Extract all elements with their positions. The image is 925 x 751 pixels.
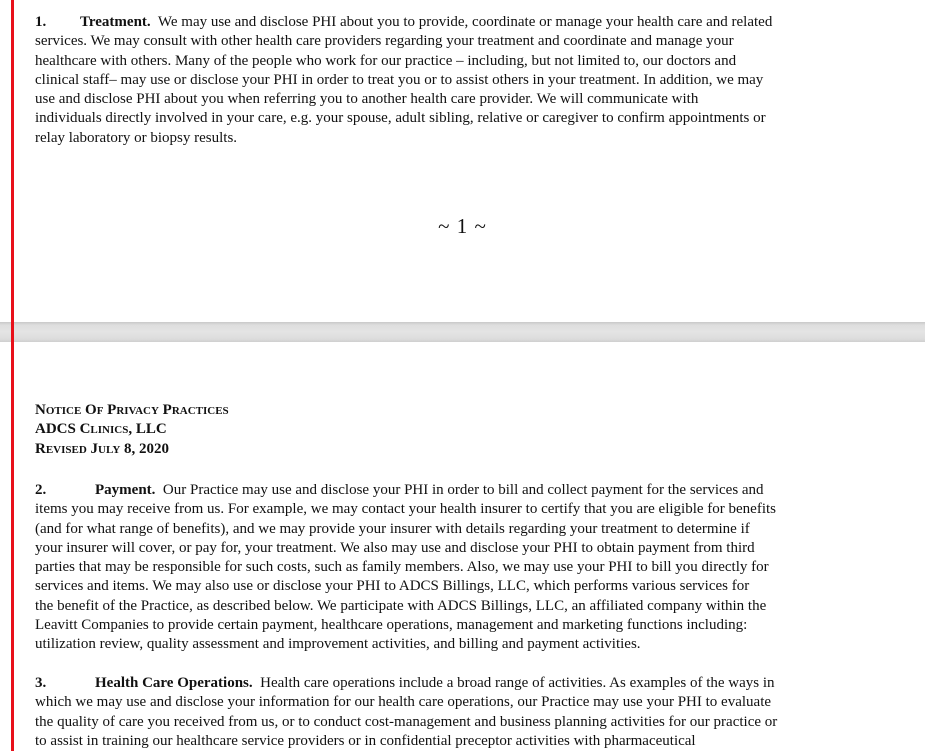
item-heading-treatment: Treatment. [80,14,151,30]
page-number: ~ 1 ~ [438,214,487,238]
item-heading-payment: Payment. [95,482,156,498]
paragraph-payment: 2. Payment. Our Practice may use and disclose your PHI in order to bill and collect payment for the services and items you may receive from us. For example, we may contact your health insurer to certify that you are eligible for benefits (and for what range of benefits), and we may provide your insurer with details regarding your treatment to determine if your insurer will cover, or pay for, your treatment. We also may use and disclose your PHI to obtain payment from third parties that may be responsible for such costs, such as family members. Also, we may use your PHI to bill you directly for services and items. We may also use or disclose your PHI to ADCS Billings, LLC, which performs various services for the benefit of the Practice, as described below. We participate with ADCS Billings, LLC, an affiliated company within the Leavitt Companies to provide certain payment, healthcare operations, management and marketing functions including: utilization review, quality assessment and improvement activities, and billing and payment activities. [35,482,776,653]
header-revised-date: Revised July 8, 2020 [35,440,170,457]
paragraph-treatment: 1. Treatment. We may use and disclose PHI about you to provide, coordinate or manage your health care and related services. We may consult with other health care providers regarding your treatment and coordinate and manage your healthcare with others. Many of the people who work for our practice – including, but not limited to, our doctors and clinical staff– may use or disclose your PHI in order to treat you or to assist others in your treatment. In addition, we may use and disclose PHI about you when referring you to another health care provider. We will communicate with individuals directly involved in your care, e.g. your spouse, adult sibling, relative or caregiver to confirm appointments or relay laboratory or biopsy results. [35,14,773,146]
page-separator [0,322,925,342]
paragraph-health-care-operations: 3. Health Care Operations. Health care operations include a broad range of activities. As examples of the ways in which we may use and disclose your information for our health care operations, our Practice may use your PHI to evaluate the quality of care you received from us, or to conduct cost-management and business planning activities for our practice or to assist in training our healthcare service providers or in confidential preceptor activities with pharmaceutical [35,675,778,749]
item-number: 3. [35,675,47,691]
item-heading-health-care-operations: Health Care Operations. [95,675,253,691]
revision-change-bar [11,0,14,751]
item-number: 1. [35,14,47,30]
document-page-1 [0,0,925,322]
header-company: ADCS Clinics, LLC [35,421,167,438]
item-number: 2. [35,482,47,498]
document-header [35,401,229,459]
header-notice-title: Notice Of Privacy Practices [35,402,229,418]
